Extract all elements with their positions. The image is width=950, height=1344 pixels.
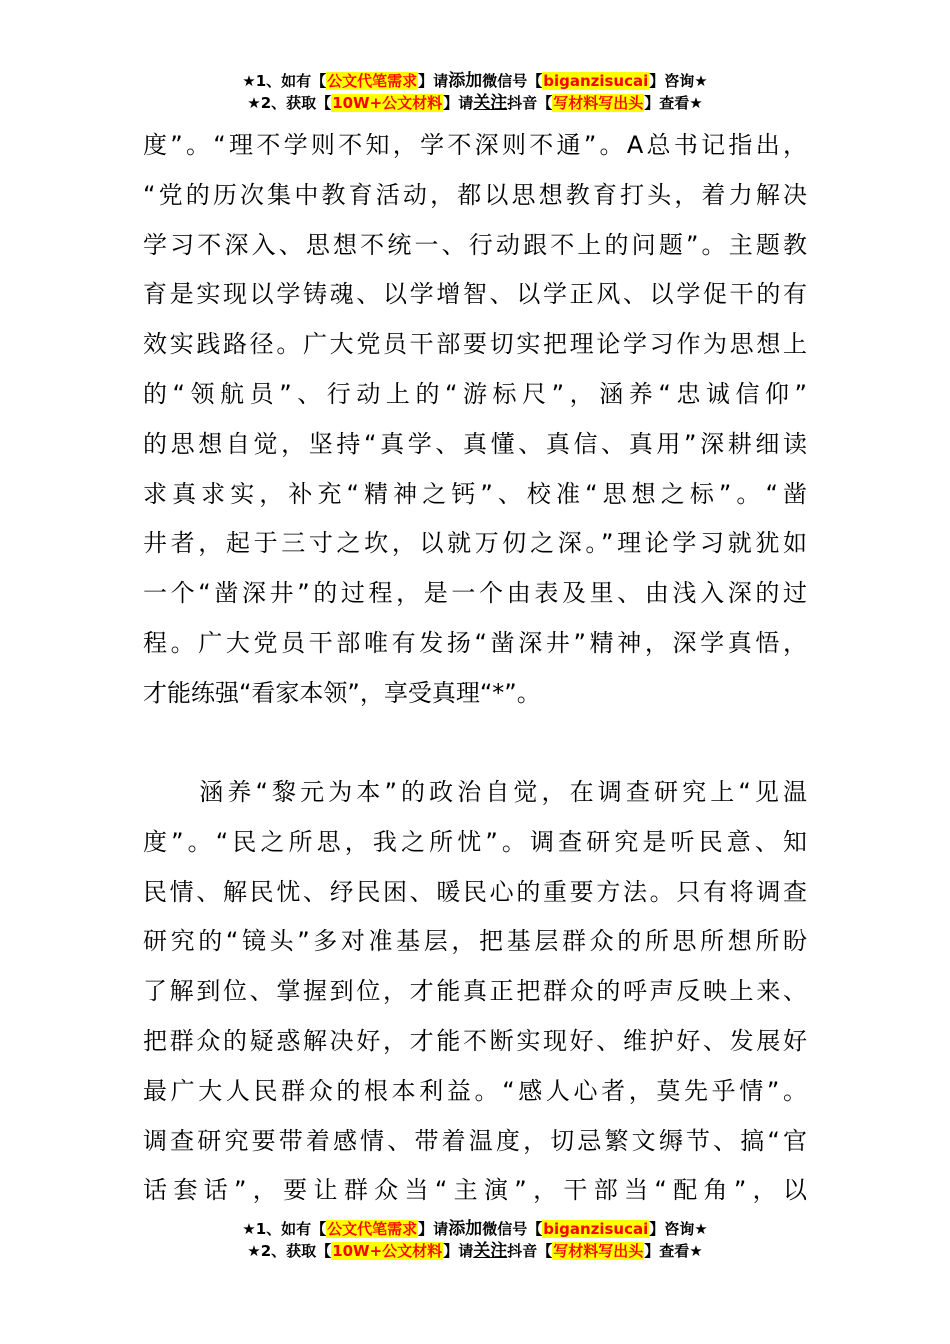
highlight-douyin: 写材料写出头: [553, 94, 644, 112]
footer-line-1: ★1、如有【公文代笔需求】请添加微信号【biganzisucai】咨询★: [242, 1219, 708, 1239]
text-line: 井者，起于三寸之坎，以就万仞之深。”理论学习就犹如: [143, 529, 807, 558]
paragraph-1: [143, 121, 807, 719]
footer-line-2: ★2、获取【10W+公文材料】请关注抖音【写材料写出头】查看★: [247, 1241, 703, 1261]
text-line: 了解到位、掌握到位，才能真正把群众的呼声反映上来、: [143, 977, 807, 1006]
text-line: 的思想自觉，坚持“真学、真懂、真信、真用”深耕细读: [143, 429, 807, 458]
highlight-ghost-writing: 公文代笔需求: [327, 1220, 418, 1238]
text-line: 调查研究要带着感情、带着温度，切忌繁文缛节、搞“官: [143, 1126, 807, 1155]
highlight-ghost-writing: 公文代笔需求: [327, 72, 418, 90]
text-line: 民情、解民忧、纾民困、暖民心的重要方法。只有将调查: [143, 877, 807, 906]
header-line-2: ★2、获取【10W+公文材料】请关注抖音【写材料写出头】查看★: [247, 93, 703, 113]
text-line: 研究的“镜头”多对准基层，把基层群众的所思所想所盼: [143, 927, 807, 956]
text-line: 度”。“民之所思，我之所忧”。调查研究是听民意、知: [143, 827, 807, 856]
text-line: 才能练强“看家本领”，享受真理“*”。: [143, 678, 541, 707]
text-line: 学习不深入、思想不统一、行动跟不上的问题”。主题教: [143, 230, 807, 259]
text-line: 一个“凿深井”的过程，是一个由表及里、由浅入深的过: [143, 579, 807, 608]
text-line: 育是实现以学铸魂、以学增智、以学正风、以学促干的有: [143, 280, 807, 309]
header-banner: [0, 70, 950, 114]
text-line: 把群众的疑惑解决好，才能不断实现好、维护好、发展好: [143, 1026, 807, 1055]
footer-banner: [0, 1218, 950, 1262]
paragraph-2: [143, 768, 807, 1216]
header-line-1: ★1、如有【公文代笔需求】请添加微信号【biganzisucai】咨询★: [242, 71, 708, 91]
highlight-wechat-id: biganzisucai: [543, 72, 649, 90]
text-line: 涵养“黎元为本”的政治自觉，在调查研究上“见温: [143, 778, 807, 806]
text-line: 的“领航员”、行动上的“游标尺”，涵养“忠诚信仰”: [143, 379, 807, 408]
highlight-wechat-id: biganzisucai: [543, 1220, 649, 1238]
text-line: 话套话”，要让群众当“主演”，干部当“配角”，以: [143, 1176, 807, 1205]
text-line: 最广大人民群众的根本利益。“感人心者，莫先乎情”。: [143, 1076, 807, 1105]
text-line: 度”。“理不学则不知，学不深则不通”。A总书记指出，: [143, 131, 807, 159]
text-line: 求真求实，补充“精神之钙”、校准“思想之标”。“凿: [143, 479, 807, 508]
highlight-materials: 10W+公文材料: [332, 1242, 443, 1260]
highlight-materials: 10W+公文材料: [332, 94, 443, 112]
text-line: 效实践路径。广大党员干部要切实把理论学习作为思想上: [143, 330, 807, 359]
text-line: 程。广大党员干部唯有发扬“凿深井”精神，深学真悟，: [143, 628, 807, 657]
text-line: “党的历次集中教育活动，都以思想教育打头，着力解决: [143, 180, 807, 209]
highlight-douyin: 写材料写出头: [553, 1242, 644, 1260]
